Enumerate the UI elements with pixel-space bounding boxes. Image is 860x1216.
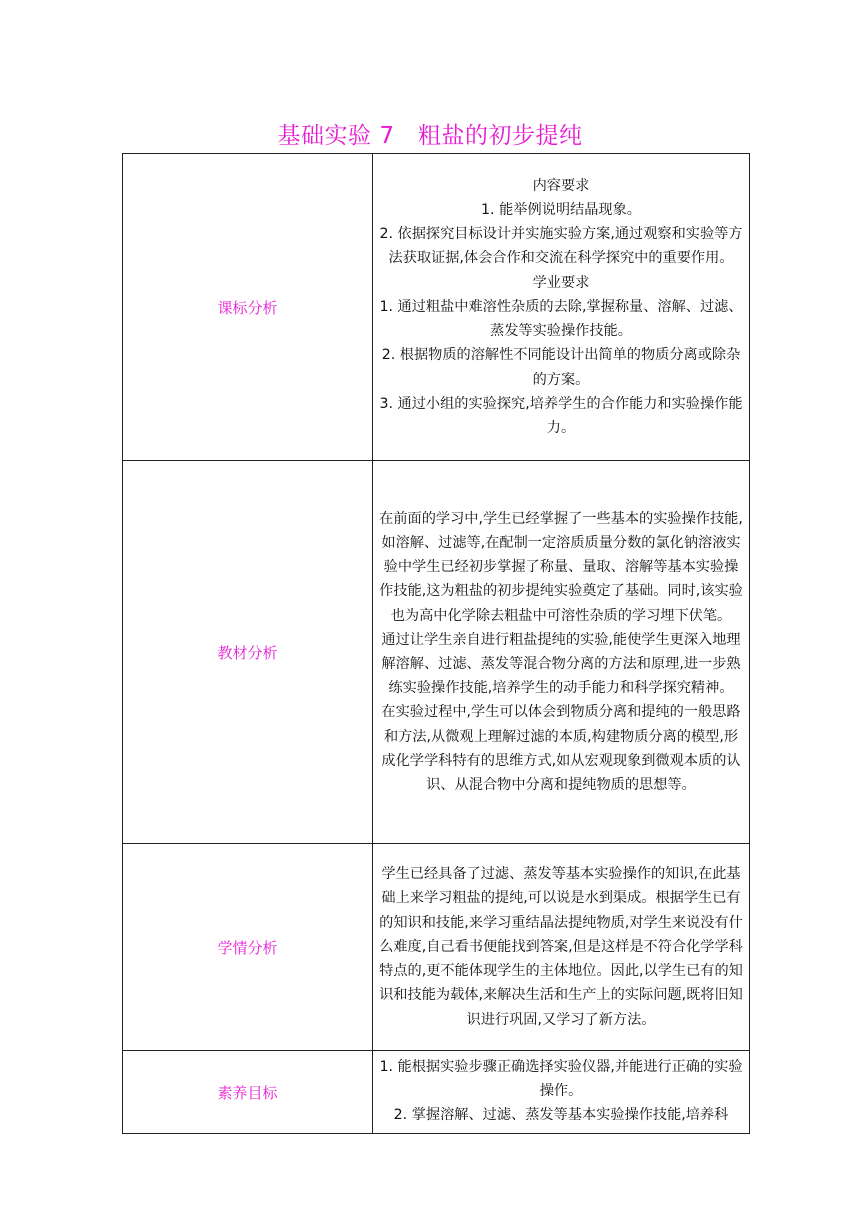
table-row-goals bbox=[123, 1051, 750, 1134]
content-paragraph: 2. 根据物质的溶解性不同能设计出简单的物质分离或除杂的方案。 bbox=[381, 347, 741, 388]
content-paragraph: 在前面的学习中,学生已经掌握了一些基本的实验操作技能,如溶解、过滤等,在配制一定溶质质量分数的氯化钠溶液实验中学生已经初步掌握了称量、量取、溶解等基本实验操作技能,这为粗盐的初步提纯实验奠定了基础。同时,该实验也为高中化学除去粗盐中可溶性杂质的学习埋下伏笔。 bbox=[379, 510, 743, 624]
content-paragraph: 1. 能根据实验步骤正确选择实验仪器,并能进行正确的实验操作。 bbox=[379, 1059, 743, 1100]
table-row-student bbox=[123, 844, 750, 1051]
row-label: 教材分析 bbox=[123, 461, 373, 844]
content-paragraph: 1. 通过粗盐中难溶性杂质的去除,掌握称量、溶解、过滤、蒸发等实验操作技能。 bbox=[379, 298, 743, 340]
content-heading: 学业要求 bbox=[532, 274, 590, 291]
row-label: 学情分析 bbox=[123, 844, 373, 1051]
content-paragraph: 通过让学生亲自进行粗盐提纯的实验,能使学生更深入地理解溶解、过滤、蒸发等混合物分离的方法和原理,进一步熟练实验操作技能,培养学生的动手能力和科学探究精神。 bbox=[381, 631, 741, 697]
content-paragraph: 1. 能举例说明结晶现象。 bbox=[481, 202, 641, 219]
row-content bbox=[373, 461, 750, 844]
table-row-curriculum bbox=[123, 154, 750, 461]
lesson-analysis-table bbox=[122, 153, 750, 1134]
content-paragraph: 在实验过程中,学生可以体会到物质分离和提纯的一般思路和方法,从微观上理解过滤的本质,构建物质分离的模型,形成化学学科特有的思维方式,如从宏观现象到微观本质的认识、从混合物中分离和提纯物质的思想等。 bbox=[381, 704, 741, 794]
table-row-textbook bbox=[123, 461, 750, 844]
row-label: 课标分析 bbox=[123, 154, 373, 461]
row-content bbox=[373, 154, 750, 461]
page-title: 基础实验 7 粗盐的初步提纯 bbox=[277, 123, 583, 149]
content-paragraph: 学生已经具备了过滤、蒸发等基本实验操作的知识,在此基础上来学习粗盐的提纯,可以说是水到渠成。根据学生已有的知识和技能,来学习重结晶法提纯物质,对学生来说没有什么难度,自己看书便能找到答案,但是这样是不符合化学学科特点的,更不能体现学生的主体地位。因此,以学生已有的知识和技能为载体,来解决生活和生产上的实际问题,既将旧知识进行巩固,又学习了新方法。 bbox=[379, 866, 743, 1028]
row-label: 素养目标 bbox=[123, 1051, 373, 1134]
content-paragraph: 3. 通过小组的实验探究,培养学生的合作能力和实验操作能力。 bbox=[379, 395, 743, 436]
content-heading: 内容要求 bbox=[532, 177, 590, 194]
content-paragraph: 2. 依据探究目标设计并实施实验方案,通过观察和实验等方法获取证据,体会合作和交流在科学探究中的重要作用。 bbox=[379, 226, 743, 267]
row-content bbox=[373, 1051, 750, 1134]
row-content bbox=[373, 844, 750, 1051]
content-paragraph: 2. 掌握溶解、过滤、蒸发等基本实验操作技能,培养科 bbox=[393, 1107, 729, 1124]
